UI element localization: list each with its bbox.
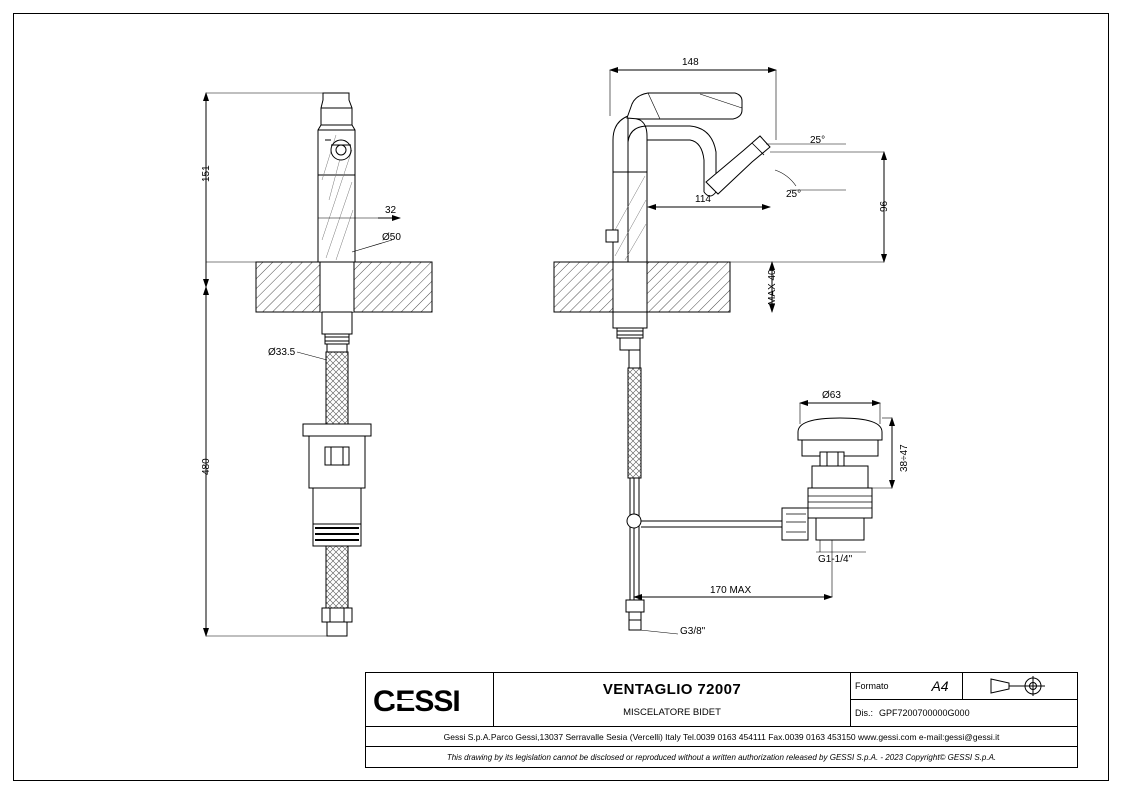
product-title: VENTAGLIO 72007 (602, 681, 742, 698)
title-block-top (366, 673, 1077, 727)
dim-left-total-480: 480 (201, 458, 212, 475)
title-block-center (494, 673, 851, 726)
dim-front-96: 96 (879, 200, 890, 212)
dim-supply-thread-g38: G3/8" (680, 626, 706, 637)
dim-waste-thread: G1-1/4" (818, 554, 853, 565)
dim-flange-diameter: Ø50 (382, 232, 401, 243)
title-block-right (851, 673, 1077, 726)
dim-angle-25-lower: 25° (786, 189, 802, 200)
format-value: A4 (918, 673, 963, 699)
dim-front-114: 114 (695, 194, 711, 205)
first-angle-projection-icon (987, 675, 1053, 697)
dim-shank-diameter: Ø33.5 (268, 347, 296, 358)
gessi-logo-icon (371, 680, 489, 720)
drawing-number-label: Dis.: (855, 708, 873, 718)
dim-left-offset-32: 32 (385, 205, 397, 216)
format-label: Formato (855, 681, 889, 691)
title-block (365, 672, 1078, 768)
dim-front-148: 148 (682, 57, 699, 68)
legal-notice: This drawing by its legislation cannot be disclosed or reproduced without a written authorization released by GESSI S.p.A. - 2023 Copyright© GESSI S.p.A. (446, 752, 997, 762)
dim-left-height-151: 151 (201, 165, 212, 182)
dim-waste-height-range: 38÷47 (899, 444, 910, 472)
drawing-number-value: GPF7200700000G000 (879, 708, 970, 718)
drawing-number-row (851, 700, 1077, 726)
dim-waste-diameter: Ø63 (822, 390, 841, 401)
format-row (851, 673, 1077, 700)
product-subtitle: MISCELATORE BIDET (623, 707, 721, 718)
svg-text:GESSI: GESSI (372, 684, 460, 718)
dim-supply-170-max: 170 MAX (710, 585, 752, 596)
dim-deck-max-40: MAX 40 (767, 269, 778, 305)
company-address: Gessi S.p.A.Parco Gessi,13037 Serravalle Sesia (Vercelli) Italy Tel.0039 0163 454111 Fax.0039 0163 453150 www.gessi.com e-mail:gessi@gessi.it (366, 727, 1077, 747)
dim-angle-25-upper: 25° (810, 135, 826, 146)
projection-symbol (963, 673, 1077, 699)
brand-logo (366, 673, 494, 726)
